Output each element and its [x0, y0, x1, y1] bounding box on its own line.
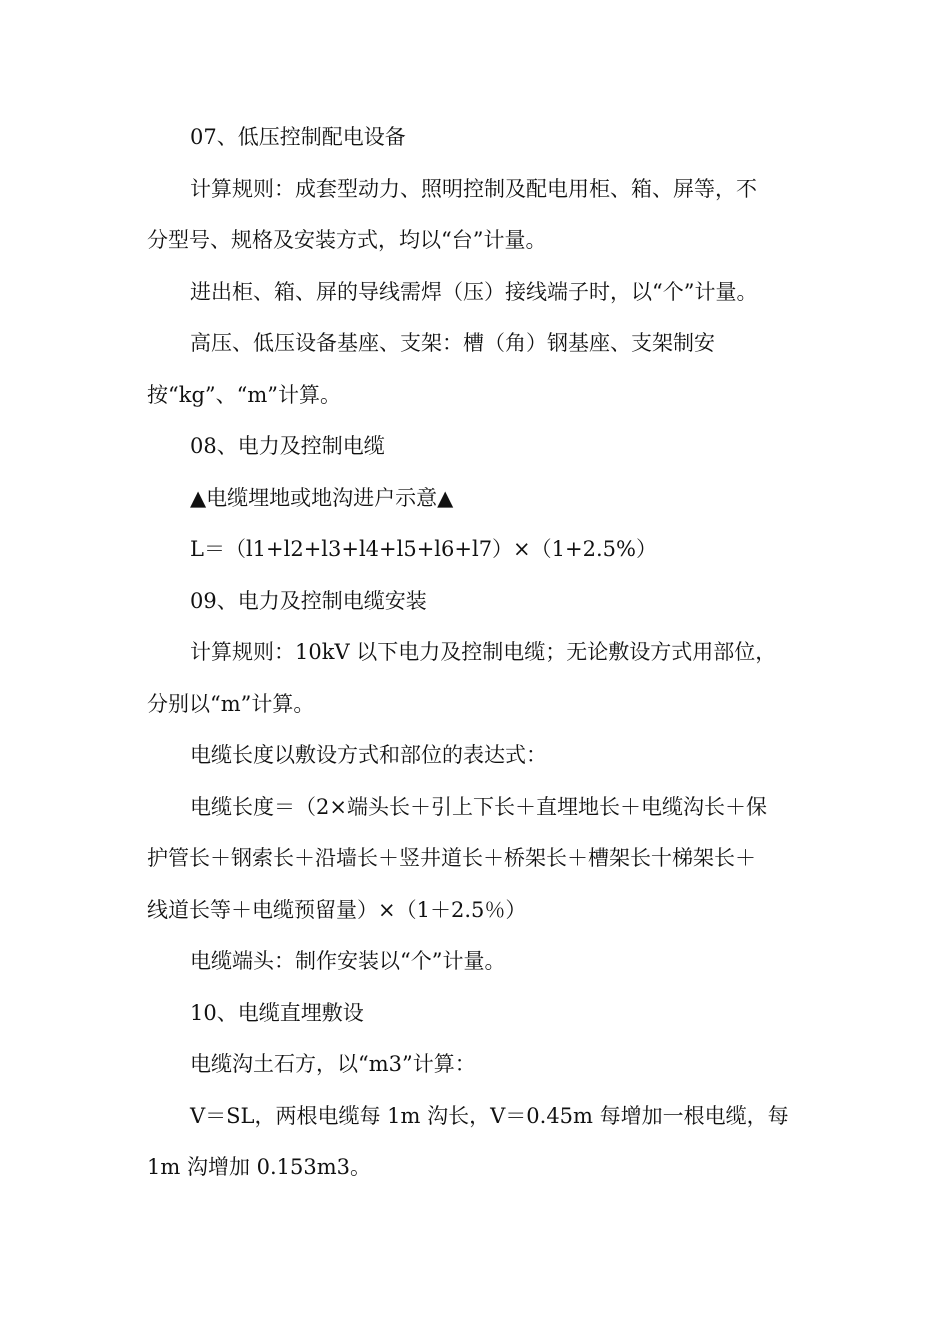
formula-line: L＝（l1+l2+l3+l4+l5+l6+l7）×（1+2.5%）: [190, 537, 657, 561]
formula-line: 线道长等＋电缆预留量）×（1＋2.5％）: [147, 897, 527, 922]
paragraph-line: 高压、低压设备基座、支架：槽（角）钢基座、支架制安: [190, 331, 715, 355]
formula-line: 电缆长度＝（2×端头长＋引上下长＋直埋地长＋电缆沟长＋保: [190, 794, 767, 819]
heading-10: 10、电缆直埋敷设: [190, 1000, 364, 1025]
heading-09: 09、电力及控制电缆安装: [190, 588, 427, 613]
paragraph-line: 分别以“m”计算。: [147, 691, 315, 716]
paragraph-line: 计算规则：成套型动力、照明控制及配电用柜、箱、屏等，不: [190, 176, 757, 201]
paragraph-line: 电缆长度以敷设方式和部位的表达式：: [190, 743, 547, 767]
paragraph-line: 按“kg”、“m”计算。: [147, 382, 342, 407]
paragraph-line: 计算规则：10kV 以下电力及控制电缆；无论敷设方式用部位，: [190, 640, 777, 664]
paragraph-line: 电缆端头：制作安装以“个”计量。: [190, 949, 506, 973]
formula-line: 护管长＋钢索长＋沿墙长＋竖井道长＋桥架长＋槽架长十梯架长＋: [147, 846, 756, 870]
document-body: [147, 112, 807, 1194]
formula-line: V＝SL，两根电缆每 1m 沟长，V＝0.45m 每增加一根电缆，每: [190, 1103, 789, 1128]
heading-07: 07、低压控制配电设备: [190, 125, 406, 149]
paragraph-line: 1m 沟增加 0.153m3。: [147, 1155, 372, 1179]
paragraph-line: 分型号、规格及安装方式，均以“台”计量。: [147, 228, 547, 252]
paragraph-line: 进出柜、箱、屏的导线需焊（压）接线端子时，以“个”计量。: [190, 279, 758, 304]
heading-08: 08、电力及控制电缆: [190, 434, 385, 458]
paragraph-line: 电缆沟土石方，以“m3”计算：: [190, 1052, 476, 1076]
figure-caption: ▲电缆埋地或地沟进户示意▲: [190, 485, 454, 510]
